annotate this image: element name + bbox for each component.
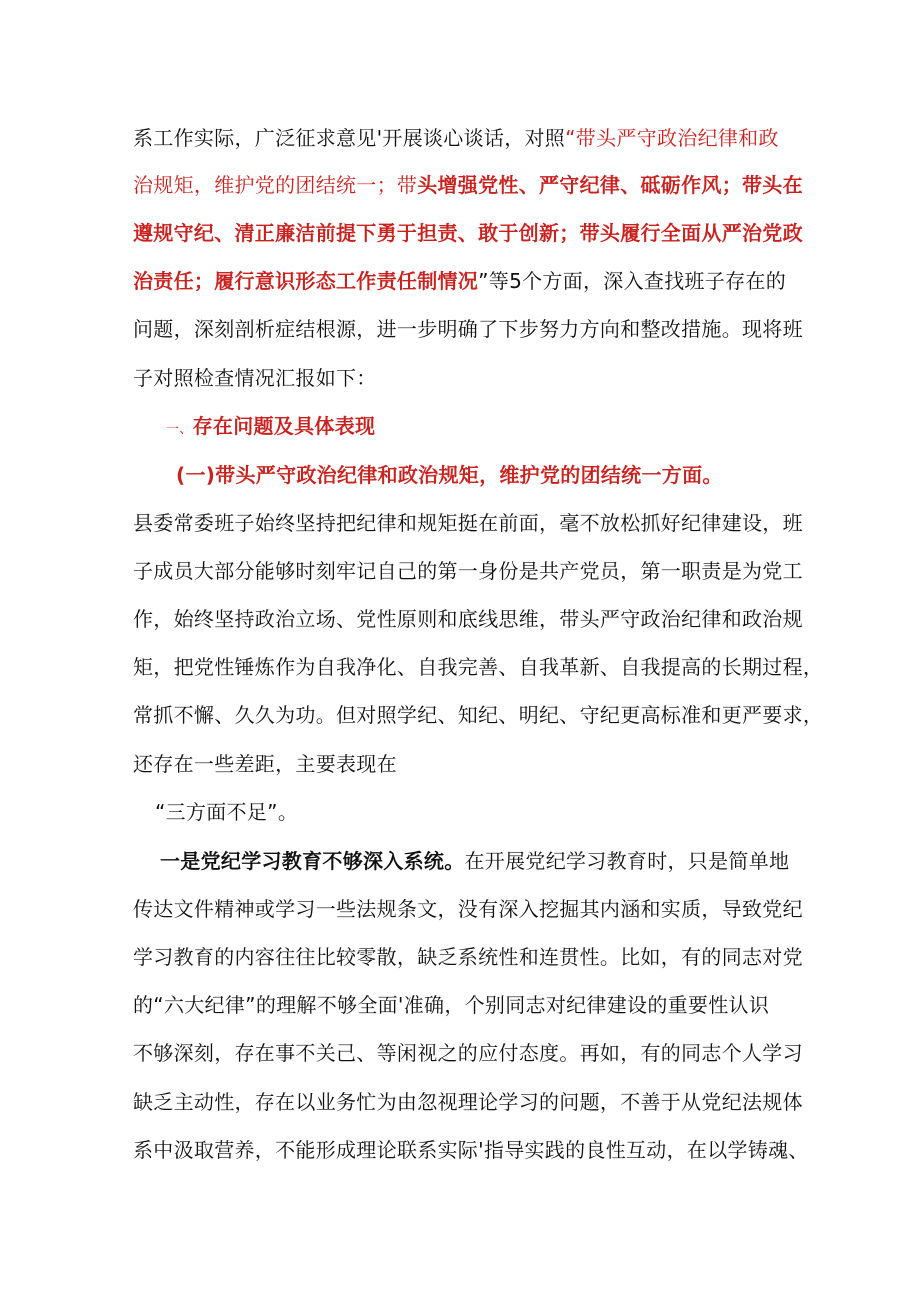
para2-line: 系中汲取营养，不能形成理论联系实际'指导实践的良性互动，在以学铸魂、: [133, 1138, 809, 1162]
heading-text: 存在问题及具体表现: [192, 414, 376, 438]
para2-line: 传达文件精神或学习一些法规条文，没有深入挖掘其内涵和实质，导致党纪: [133, 897, 803, 921]
heading-number: 一、: [166, 422, 193, 437]
intro-text: 系工作实际，广泛征求意见'开展谈心谈话，对照: [133, 126, 566, 150]
para1-line: 县委常委班子始终坚持把纪律和规矩挺在前面，毫不放松抓好纪律建设，班: [133, 511, 803, 535]
subsection-heading-1: (一)带头严守政治纪律和政治规矩，维护党的团结统一方面。: [176, 463, 723, 487]
para1-line: 子成员大部分能够时刻牢记自己的第一身份是共产党员，第一职责是为党工: [133, 559, 803, 583]
para1-line: 还存在一些差距，主要表现在: [133, 752, 397, 776]
para1-line: 常抓不懈、久久为功。但对照学纪、知纪、明纪、守纪更高标准和更严要求，: [133, 703, 824, 727]
intro-red-bold-text: 治责任；履行意识形态工作责任制情况: [133, 269, 479, 293]
para2-line: 不够深刻，存在事不关己、等闲视之的应付态度。再如，有的同志个人学习: [133, 1041, 803, 1065]
intro-line-5: 问题，深刻剖析症结根源，进一步明确了下步努力方向和整改措施。现将班: [133, 317, 803, 341]
intro-line-1: [133, 124, 779, 152]
section-heading-1: [166, 412, 375, 440]
para1-tail: “三方面不足”。: [155, 800, 299, 824]
para1-line: 矩，把党性锤炼作为自我净化、自我完善、自我革新、自我提高的长期过程，: [133, 655, 824, 679]
para2-line: 学习教育的内容往往比较零散，缺乏系统性和连贯性。比如，有的同志对党: [133, 945, 803, 969]
intro-text: ”等5个方面，深入查找班子存在的: [478, 269, 786, 293]
para2-line: 的“六大纪律”的理解不够全面'准确，个别同志对纪律建设的重要性认识: [133, 993, 770, 1017]
intro-line-3: 遵规守纪、清正廉洁前提下勇于担责、敢于创新；带头履行全面从严治党政: [133, 221, 803, 245]
para2-line: 缺乏主动性，存在以业务忙为由忽视理论学习的问题，不善于从党纪法规体: [133, 1090, 803, 1114]
para2-lead: 一是党纪学习教育不够深入系统。: [160, 849, 465, 873]
para2-text: 在开展党纪学习教育时，只是简单地: [464, 849, 790, 873]
intro-red-text: 治规矩，维护党的团结统一；带: [133, 173, 418, 197]
para2-line-1: [160, 847, 789, 875]
intro-line-2: [133, 171, 803, 199]
intro-line-4: [133, 267, 786, 295]
para1-line: 作，始终坚持政治立场、党性原则和底线思维，带头严守政治纪律和政治规: [133, 607, 803, 631]
intro-line-6: 子对照检查情况汇报如下：: [133, 366, 377, 390]
intro-quote-red: “带头严守政治纪律和政: [565, 126, 779, 150]
intro-red-bold-text: 头增强党性、严守纪律、砥砺作风；带头在: [417, 173, 803, 197]
